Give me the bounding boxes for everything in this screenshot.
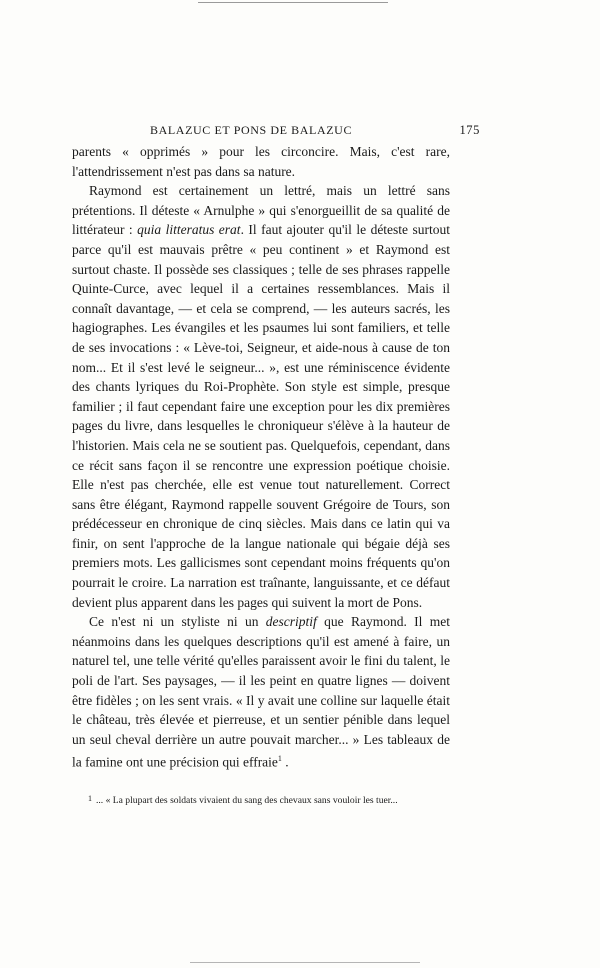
bottom-rule — [190, 962, 420, 963]
paragraph-2-text-a: Raymond est certainement un lettré, mais un lettré sans prétentions. Il déteste « Arnulphe » qui s'enorgueillit de sa qualité de littérateur : — [72, 183, 450, 238]
running-title: BALAZUC ET PONS DE BALAZUC — [150, 123, 353, 137]
paragraph-1-text: parents « opprimés » pour les circoncire. Mais, c'est rare, l'attendrissement n'est pas dans sa nature. — [72, 144, 450, 179]
body-text — [72, 142, 450, 773]
top-rule — [198, 2, 388, 3]
paragraph-2 — [72, 181, 450, 612]
paragraph-3-text-b: que Raymond. Il met néanmoins dans les quelques descriptions qu'il est amené à faire, un naturel tel, une telle vérité qu'elles paraissent avoir le fini du talent, le poli de l'art. Ses paysages, — il les peint en quatre lignes — doivent être fidèles ; on les sent vrais. « Il y avait une colline sur laquelle était le château, très élevée et pierreuse, et un sentier pénible dans lequel un seul cheval derrière un autre pouvait marcher... » Les tableaux de la famine ont une précision qui effraie — [72, 614, 450, 770]
page-number: 175 — [459, 123, 480, 137]
paragraph-3 — [72, 612, 450, 772]
paragraph-3-end: . — [281, 754, 289, 770]
running-header — [150, 123, 480, 139]
footnote-reference: 1 — [277, 754, 282, 764]
footnote — [72, 793, 452, 807]
paragraph-2-text-b: . Il faut ajouter qu'il le déteste surtout parce qu'il est mauvais prêtre « peu continent » et Raymond est surtout chaste. Il possède ses classiques ; telle de ses phrases rappelle Quinte-Curce, avec lequel il a certaines ressemblances. Mais il connaît davantage, — et cela se comprend, — les auteurs sacrés, les hagiographes. Les évangiles et les psaumes lui sont familiers, et telle de ses invocations : « Lève-toi, Seigneur, et aide-nous à cause de ton nom... Et il s'est levé le seigneur... », est une réminiscence évidente des chants lyriques du Roi-Prophète. Son style est simple, presque familier ; il faut cependant faire une exception pour les dix premières pages du livre, dans lesquelles le chroniqueur s'élève à la hauteur de l'historien. Mais cela ne se soutient pas. Quelquefois, cependant, dans ce récit sans façon il se rencontre une expression poétique choisie. Elle n'est pas cherchée, elle est venue tout naturellement. Correct sans être élégant, Raymond rappelle souvent Grégoire de Tours, son prédécesseur en chronique de cinq siècles. Mais dans ce latin qui va finir, on sent l'approche de la langue nationale qui bégaie déjà ses premiers mots. Les gallicismes sont cependant moins fréquents qu'on pourrait le croire. La narration est traînante, languissante, et ce défaut devient plus apparent dans les pages qui suivent la mort de Pons. — [72, 222, 451, 610]
paragraph-3-text-a: Ce n'est ni un styliste ni un — [89, 614, 266, 630]
paragraph-1 — [72, 142, 450, 181]
italic-word: descriptif — [265, 614, 317, 630]
footnote-text: ... « La plupart des soldats vivaient du sang des chevaux sans vouloir les tuer... — [96, 795, 398, 806]
latin-quote: quia litteratus erat — [137, 222, 241, 238]
footnote-marker: 1 — [88, 794, 92, 803]
